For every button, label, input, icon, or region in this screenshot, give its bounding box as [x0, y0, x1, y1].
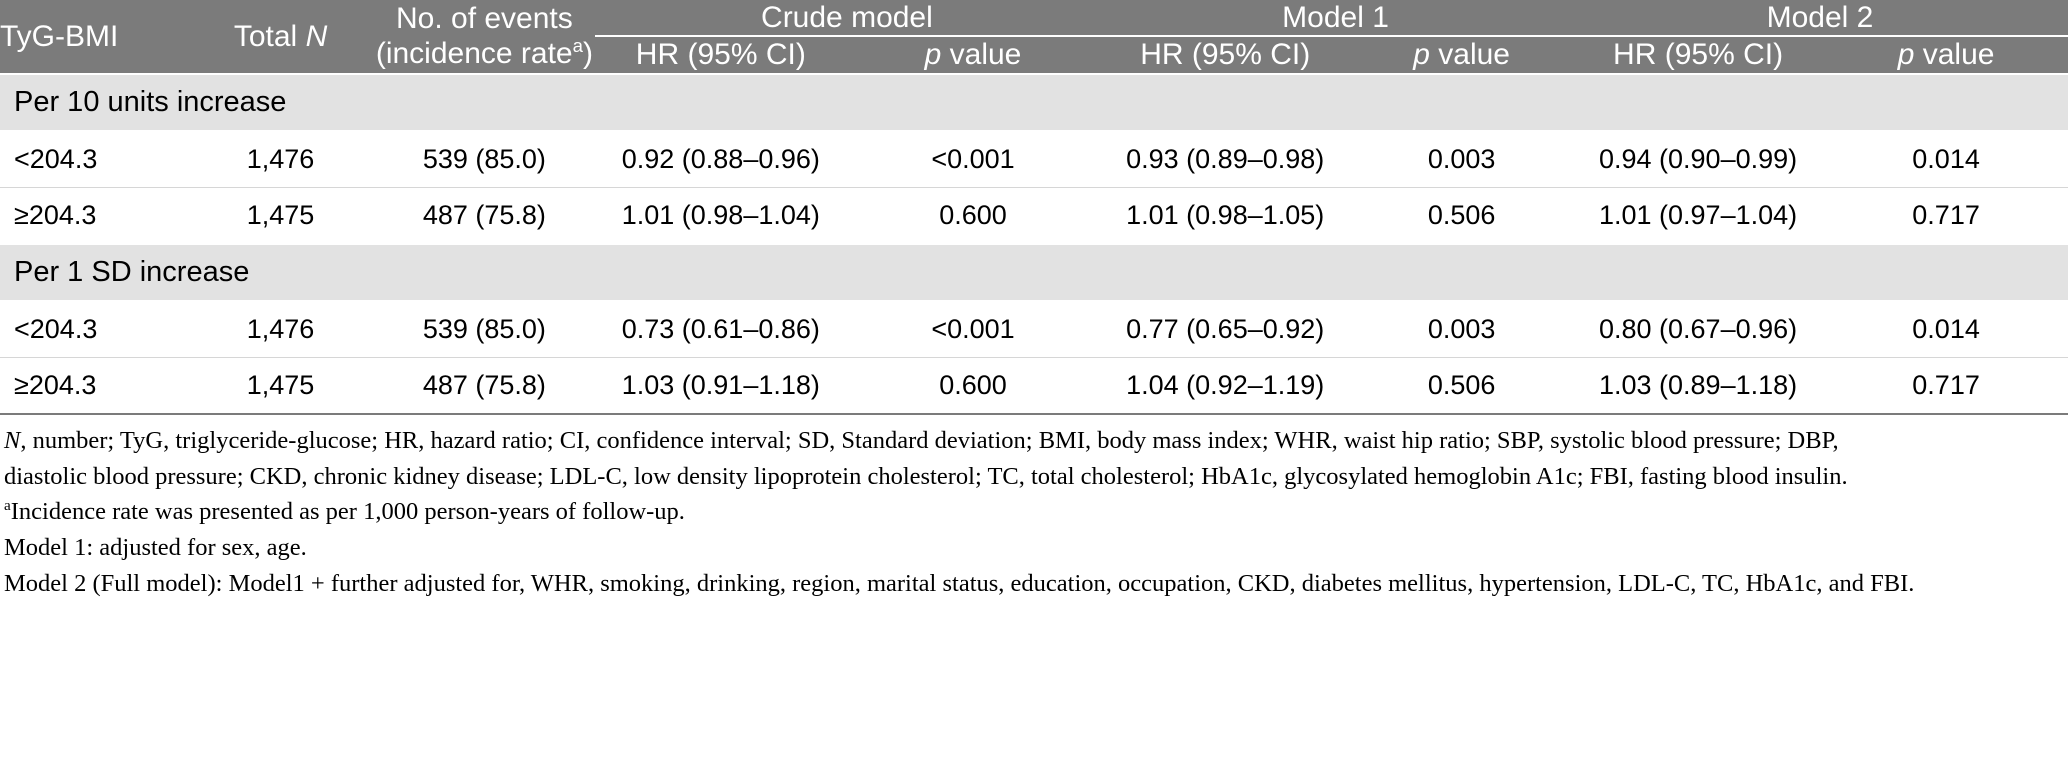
cell-tyg-bmi: <204.3	[0, 301, 187, 358]
header-events-superscript: a	[572, 35, 583, 57]
cell-tyg-bmi: <204.3	[0, 131, 187, 188]
footnote-incidence-superscript: a	[4, 497, 11, 515]
header-crude-hr: HR (95% CI)	[595, 36, 847, 73]
cell-tyg-bmi: ≥204.3	[14, 199, 97, 230]
cell-model1-p: 0.003	[1351, 301, 1572, 358]
header-model2-hr: HR (95% CI)	[1572, 36, 1824, 73]
section-row	[0, 244, 2068, 301]
footnote-abbrev-text1: , number; TyG, triglyceride-glucose; HR, hazard ratio; CI, confidence interval; SD, Standard deviation; BMI, body mass index; WHR, waist hip ratio; SBP, systolic blood pressure; DBP,	[20, 426, 1839, 454]
cell-model2-hr: 0.80 (0.67–0.96)	[1572, 301, 1824, 358]
header-group-model-2: Model 2	[1572, 0, 2068, 36]
cell-model1-p: 0.003	[1351, 131, 1572, 188]
header-group-model-1: Model 1	[1099, 0, 1572, 36]
table-row	[0, 301, 2068, 358]
cell-model2-p: 0.014	[1824, 131, 2068, 188]
cell-tyg-bmi: ≥204.3	[14, 369, 97, 400]
section-title: Per 1 SD increase	[0, 244, 2068, 301]
header-crude-p-italic: p	[924, 38, 942, 72]
cell-model2-hr: 1.03 (0.89–1.18)	[1598, 369, 1798, 400]
header-total-n-italic-n: N	[305, 19, 328, 53]
cell-model2-hr: 0.94 (0.90–0.99)	[1572, 131, 1824, 188]
table-row	[0, 187, 2068, 244]
header-model1-p-italic: p	[1413, 38, 1430, 72]
cell-crude-hr: 1.03 (0.91–1.18)	[621, 369, 820, 400]
cell-crude-hr: 0.92 (0.88–0.96)	[595, 131, 847, 188]
cell-crude-p: <0.001	[847, 301, 1099, 358]
header-model1-hr: HR (95% CI)	[1099, 36, 1351, 73]
cell-crude-hr: 1.01 (0.98–1.04)	[621, 199, 820, 230]
table-footnotes	[0, 415, 2068, 607]
cell-total-n: 1,475	[246, 199, 315, 230]
cell-crude-hr: 0.73 (0.61–0.86)	[595, 301, 847, 358]
footnote-abbreviations-line2: diastolic blood pressure; CKD, chronic kidney disease; LDL-C, low density lipoprotein cholesterol; TC, total cholesterol; HbA1c, glycosylated hemoglobin A1c; FBI, fasting blood insulin.	[4, 462, 1848, 490]
cell-model2-p: 0.014	[1824, 301, 2068, 358]
table-header	[0, 0, 2068, 74]
cell-events: 487 (75.8)	[422, 199, 546, 230]
cell-events: 487 (75.8)	[422, 369, 546, 400]
cell-events: 539 (85.0)	[374, 131, 595, 188]
cell-total-n: 1,476	[187, 131, 374, 188]
header-events-text: No. of events (incidence rate	[375, 2, 573, 71]
footnote-incidence-text: Incidence rate was presented as per 1,000 person-years of follow-up.	[10, 498, 685, 526]
cell-total-n: 1,475	[246, 369, 315, 400]
footnote-incidence-rate	[4, 495, 2062, 529]
cell-model2-p: 0.717	[1912, 369, 1980, 400]
header-crude-p: p value	[847, 36, 1099, 73]
cell-crude-p: 0.600	[939, 199, 1007, 230]
footnote-model2: Model 2 (Full model): Model1 + further adjusted for, WHR, smoking, drinking, region, marital status, education, occupation, CKD, diabetes mellitus, hypertension, LDL-C, TC, HbA1c, and FBI.	[4, 569, 1915, 597]
table-row	[0, 131, 2068, 188]
cell-model1-hr: 1.01 (0.98–1.05)	[1126, 199, 1325, 230]
header-tyg-bmi: TyG-BMI	[0, 0, 187, 74]
cell-events: 539 (85.0)	[374, 301, 595, 358]
cell-crude-p: 0.600	[939, 369, 1007, 400]
cell-model2-p: 0.717	[1912, 199, 1980, 230]
cell-model2-hr: 1.01 (0.97–1.04)	[1598, 199, 1798, 230]
header-group-crude-model: Crude model	[595, 0, 1099, 36]
header-total-n-label: Total N	[233, 19, 328, 53]
cell-model1-hr: 1.04 (0.92–1.19)	[1126, 369, 1325, 400]
table-row	[0, 357, 2068, 413]
cell-model1-hr: 0.77 (0.65–0.92)	[1099, 301, 1351, 358]
cell-crude-p: <0.001	[847, 131, 1099, 188]
section-title: Per 10 units increase	[0, 74, 2068, 131]
header-model2-p-italic: p	[1897, 38, 1915, 72]
table-body	[0, 74, 2068, 413]
header-events-close: )	[582, 37, 593, 71]
table-header-row-groups	[0, 0, 2068, 36]
cell-total-n: 1,476	[187, 301, 374, 358]
header-total-n	[187, 0, 374, 74]
cell-model1-hr: 0.93 (0.89–0.98)	[1099, 131, 1351, 188]
header-events	[374, 0, 595, 74]
footnote-abbreviations-line1	[4, 424, 2062, 458]
cell-model1-p: 0.506	[1427, 199, 1496, 230]
section-row	[0, 74, 2068, 131]
header-model1-p: p value	[1351, 36, 1572, 73]
footnote-model1: Model 1: adjusted for sex, age.	[4, 534, 307, 562]
footnote-italic-n: N	[4, 426, 21, 454]
cell-model1-p: 0.506	[1427, 369, 1496, 400]
header-model2-p: p value	[1824, 36, 2068, 73]
